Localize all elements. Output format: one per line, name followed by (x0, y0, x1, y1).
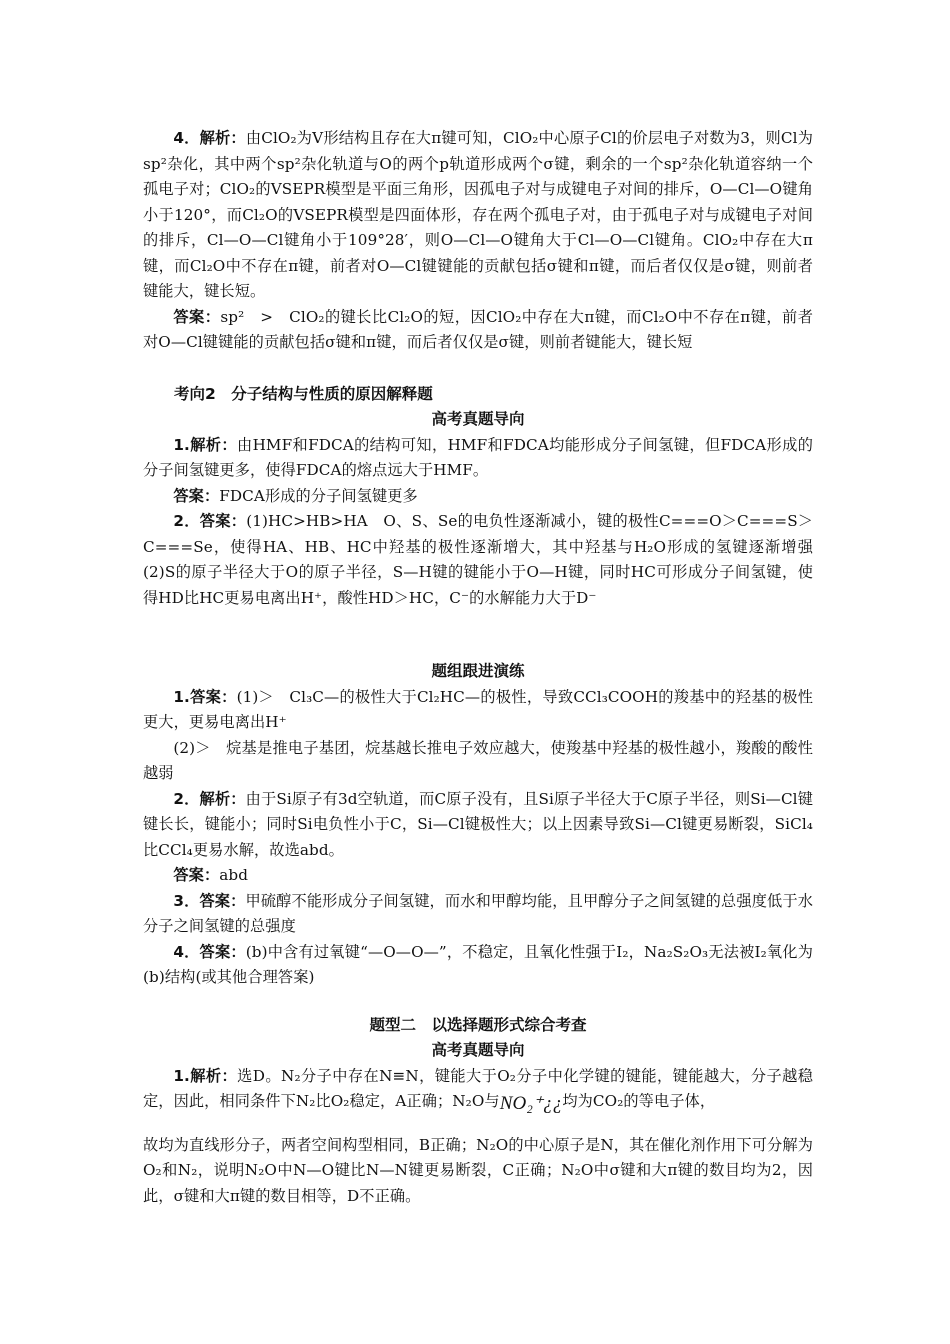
t1-answer (143, 685, 813, 736)
g1-analysis-text: 由HMF和FDCA的结构可知，HMF和FDCA均能形成分子间氢键，但FDCA形成的分子间氢键更多，使得FDCA的熔点远大于HMF。 (143, 435, 813, 479)
t3-answer (143, 889, 813, 940)
q4-analysis-label: 4．解析： (173, 129, 246, 147)
t2-answer-label: 答案： (173, 866, 220, 884)
g1-answer-label: 答案： (173, 486, 220, 505)
q4-answer-text: sp² > ClO₂的键长比Cl₂O的短，因ClO₂中存在大π键，而Cl₂O中不存在π键，前者对O—Cl键键能的贡献包括σ键和π键，而后者仅仅是σ键，则前者键能大，键长短 (143, 307, 813, 351)
t4-answer-label: 4．答案： (173, 942, 246, 961)
t2-analysis (143, 787, 813, 864)
document-page (143, 126, 829, 1209)
g1-answer-text: FDCA形成的分子间氢键更多 (219, 486, 418, 505)
g1-analysis-label: 1.解析： (173, 435, 237, 454)
g1-analysis (143, 433, 813, 484)
g1-answer (143, 484, 813, 510)
t1-part2: (2)＞ 烷基是推电子基团，烷基越长推电子效应越大，使羧基中羟基的极性越小，羧酸的酸性越弱 (143, 738, 813, 782)
t2-analysis-text: 由于Si原子有3d空轨道，而C原子没有，且Si原子半径大于C原子半径，则Si—Cl键键长长，键能小；同时Si电负性小于C，Si—Cl键极性大；以上因素导致Si—Cl键更易断裂，SiCl₄比CCl₄更易水解，故选abd。 (143, 789, 813, 859)
q4-analysis (143, 126, 813, 305)
g2-answer (143, 509, 829, 611)
q4-answer (143, 305, 813, 356)
gaokao-heading-2: 高考真题导向 (431, 1041, 525, 1059)
q4-answer-label: 答案： (173, 307, 221, 326)
g2-answer-text: (1)HC>HB>HA O、S、Se的电负性逐渐减小，键的极性C===O＞C===S＞C===Se，使得HA、HB、HC中羟基的极性逐渐增大，其中羟基与H₂O形成的氢键逐渐增强 (2)S的原子半径大于O的原子半径，S—H键的键能小于O—H键，同时HC可形成分子间氢键，使得HD比HC更易电离出H⁺，酸性HD＞HC，C⁻的水解能力大于D⁻ (143, 512, 829, 607)
gaokao-heading-1: 高考真题导向 (431, 410, 525, 428)
t4-answer-text: (b)中含有过氧键“—O—O—”，不稳定，且氧化性强于I₂，Na₂S₂O₃无法被I₂氧化为(b)结构(或其他合理答案) (143, 942, 813, 986)
x1-analysis (143, 1064, 813, 1117)
t3-answer-label: 3．答案： (173, 891, 246, 910)
x1-analysis-label: 1.解析： (173, 1066, 238, 1085)
t2-answer (143, 863, 813, 889)
t2-analysis-label: 2．解析： (173, 789, 246, 808)
tixing2-heading: 题型二 以选择题形式综合考查 (369, 1015, 587, 1034)
q4-analysis-text: 由ClO₂为V形结构且存在大π键可知，ClO₂中心原子Cl的价层电子对数为3，则Cl为sp²杂化，其中两个sp²杂化轨道与O的两个p轨道形成两个σ键，剩余的一个sp²杂化轨道容纳一个孤电子对；ClO₂的VSEPR模型是平面三角形，因孤电子对与成键电子对间的排斥，O—Cl—O键角小于120°，而Cl₂O的VSEPR模型是四面体形，存在两个孤电子对，由于孤电子对与成键电子对间的排斥，Cl—O—Cl键角小于109°28′，则O—Cl—O键角大于Cl—O—Cl键角。ClO₂中存在大π键，而Cl₂O中不存在π键，前者对O—Cl键键能的贡献包括σ键和π键，而后者仅仅是σ键，则前者键能大，键长短。 (143, 129, 813, 300)
t3-answer-text: 甲硫醇不能形成分子间氢键，而水和甲醇均能，且甲醇分子之间氢键的总强度低于水分子之间氢键的总强度 (143, 891, 814, 935)
no2-plus-formula: NO₂⁺¿¿ (499, 1093, 563, 1114)
x1-analysis-text-a: 选D。N₂分子中存在N≡N，键能大于O₂分子中化学键的键能，键能越大，分子越稳定，因此，相同条件下N₂比O₂稳定，A正确；N₂O与 (143, 1066, 813, 1110)
x1-analysis-continued: 故均为直线形分子，两者空间构型相同，B正确；N₂O的中心原子是N，其在催化剂作用下可分解为O₂和N₂，说明N₂O中N—O键比N—N键更易断裂，C正确；N₂O中σ键和大π键的数目均为2，因此，σ键和大π键的数目相等，D不正确。 (143, 1135, 813, 1205)
t4-answer (143, 940, 813, 991)
t2-answer-text: abd (219, 866, 249, 884)
t1-answer-text: (1)＞ Cl₃C—的极性大于Cl₂HC—的极性，导致CCl₃COOH的羧基中的羟基的极性更大，更易电离出H⁺ (143, 687, 813, 731)
t1-answer-label: 1.答案： (173, 687, 237, 706)
section-kaoxiang2-heading: 考向2 分子结构与性质的原因解释题 (174, 384, 433, 403)
x1-analysis-text-b: 均为CO₂的等电子体， (562, 1092, 716, 1110)
g2-answer-label: 2．答案： (173, 512, 247, 530)
tizu-heading: 题组跟进演练 (431, 662, 525, 680)
